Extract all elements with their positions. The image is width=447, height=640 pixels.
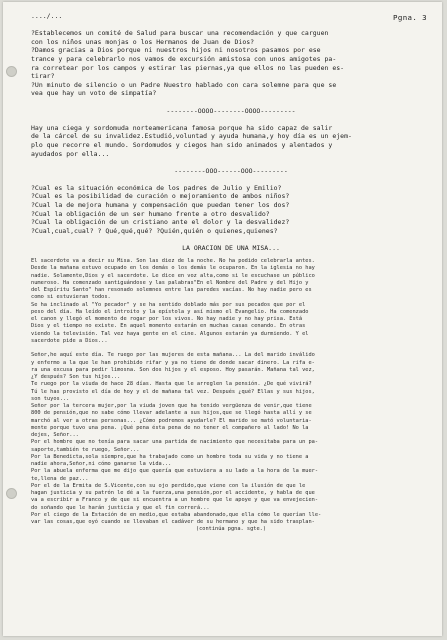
lower-line: Por la Benedicta,sola siempre,que ha trabajado como un hombre toda su vida y no tiene a xyxy=(31,453,309,460)
lower-line: son tuyos... xyxy=(31,395,70,402)
upper-line xyxy=(31,158,431,167)
punch-hole-bottom xyxy=(6,488,17,499)
upper-line: ?Establecemos un comité de Salud para buscar una recomendación y que carguen xyxy=(31,29,329,38)
lower-line: El sacerdote va a decir su Misa. Son las diez de la noche. No ha podido celebrarla antes. xyxy=(31,258,315,265)
upper-line: plo que recorre el mundo. Sordomudos y ciegos han sido animados y alentados y xyxy=(31,140,333,149)
lower-line: numeroso. Ha comenzado santiguándose y las palabras"En el Nombre del Padre y del Hijo y xyxy=(31,279,309,286)
upper-line: con los niños unas monjas o los Hermanos de Juan de Dios? xyxy=(31,37,255,46)
lower-line: dejes, Señor... xyxy=(31,432,79,439)
upper-line: ?Cual es la posibilidad de curación o mejoramiento de ambos niños? xyxy=(31,192,290,201)
lower-line: nadie. Solamente,Dios y el sacerdote. Le dice en voz alta,como si le escuchase un público xyxy=(31,272,315,279)
upper-line: ayudados por ella... xyxy=(31,149,110,158)
lower-line: como si estuvieran todos. xyxy=(31,294,111,301)
upper-line: ?Un minuto de silencio o un Padre Nuestro hablado con cara solemne para que se xyxy=(31,80,337,89)
lower-line: te,llena de paz... xyxy=(31,475,89,482)
upper-line: ?Cual,cual,cual? ? Qué,qué,qué? ?Quién,quién o quienes,quienes? xyxy=(31,226,278,235)
lower-line: nadie ahora,Señor,ni cómo ganarse la vida... xyxy=(31,461,172,468)
lower-line: y enfermo a la que le han prohibido rifar y ya no tiene de donde sacar dinero. La rifa e- xyxy=(31,359,315,366)
upper-line: tirar? xyxy=(31,72,55,81)
upper-line: ?Cual la obligación de un ser humano frente a otro desvalido? xyxy=(31,209,270,218)
lower-line: Por el de la Ermita de S.Vicente,con su ojo perdido,que viene con la ilusión de que le xyxy=(31,482,306,489)
lower-line: el canon y llegó el momento de rogar por los vivos. No hay nadie y no hay prisa. Está xyxy=(31,316,303,323)
upper-line xyxy=(31,21,431,30)
lower-line: sacerdote pide a Dios... xyxy=(31,337,108,344)
lower-line: Te ruego por la viuda de hace 28 días. Hasta que le arreglen la pensión. ¿De qué vivirá? xyxy=(31,381,312,388)
upper-line: ..../... xyxy=(31,12,63,20)
lower-block xyxy=(31,258,431,534)
lower-line: (continúa pgna. sgte.) xyxy=(195,526,267,533)
page-body xyxy=(31,12,431,534)
lower-line: Señor por la tercera mujer,por la viuda joven que ha tenido vergüenza de venir,que tiene xyxy=(31,403,312,410)
lower-line: mente porque tuvo una pena. ¡Qué pena ésta pena de no tener el compañero al lado! No la xyxy=(31,424,309,431)
upper-line: de la cárcel de su invalidez.Estudió,voluntad y ayuda humana,y hoy día es un ejem- xyxy=(31,132,352,141)
lower-line: viendo la televisión. Tal vez haya gente en el cine. Algunos estarán ya durmiendo. Y el xyxy=(31,330,309,337)
lower-line: Tú le has provisto el día de hoy y el de mañana tal vez. Después ¿qué? Ellas y sus hijos, xyxy=(31,388,315,395)
lower-line: marchó al ver a otras personas... ¿Cómo podremos ayudarle? El marido se mató voluntaria- xyxy=(31,417,312,424)
lower-line: Se ha inclinado al "Yo pecador" y se ha sentido doblado más por sus pecados que por el xyxy=(31,301,306,308)
upper-block xyxy=(31,12,431,235)
lower-line: saporte,también te ruego, Señor... xyxy=(31,446,140,453)
document-page xyxy=(3,2,442,636)
lower-line: Dios y el tiempo no existe. En aquel momento estarán en muchas casas cenando. En otras xyxy=(31,323,306,330)
upper-line xyxy=(31,115,431,124)
upper-line: trance y para celebrarlo nos vamos de excursión amistosa con unos amigotes pa- xyxy=(31,54,337,63)
upper-line: vea que hay un voto de simpatía? xyxy=(31,89,157,98)
lower-line: 800 de pensión,que no sabe cómo llevar adelante a sus hijos,que se llegó hasta allí y se xyxy=(31,410,312,417)
upper-line: ?Cual la obligación de un cristiano ante el dolor y la desvalidez? xyxy=(31,218,290,227)
section-title: LA ORACION DE UNA MISA... xyxy=(182,244,280,253)
upper-line xyxy=(31,175,431,184)
lower-line: Señor,he aquí este día. Te ruego por las mujeres de esta mañana... La del marido inválido xyxy=(31,352,315,359)
upper-line: --------OOO------OOO--------- xyxy=(174,166,288,175)
lower-line: del Espíritu Santo" han resonado solemnes entre las paredes vacías. No hay nadie pero es xyxy=(31,287,312,294)
lower-line: do soñando que le harán justicia y que el fin correrá... xyxy=(31,504,210,511)
upper-line xyxy=(31,98,431,107)
upper-line: Hay una ciega y sordomuda norteamericana famosa porque ha sido capaz de salir xyxy=(31,123,333,132)
lower-line: ra una excusa para pedir limosna. Son dos hijos y el esposo. Hoy pasarán. Mañana tal vez, xyxy=(31,366,315,373)
upper-line: ?Cual es la situación económica de los padres de Julio y Emilio? xyxy=(31,183,282,192)
lower-line: va a escribir a Franco y de que si encuentra a un hombre que le apoye y que va envejecien- xyxy=(31,497,319,504)
punch-hole-top xyxy=(6,66,17,77)
upper-line: ?Damos gracias a Dios porque ni nuestros hijos ni nosotros pasamos por ese xyxy=(31,46,321,55)
lower-line: var las cosas,que oyó cuando se llevaban el cadáver de su hermano y que ha sido trasplan- xyxy=(31,519,315,526)
lower-line: hagan justicia y su patrón le dé a la fuerza,una pensión,por el accidente, y habla de que xyxy=(31,490,315,497)
upper-line: ra corretear por los campos y estirar las piernas,ya que ellos no las pueden es- xyxy=(31,63,345,72)
lower-line: Desde la mañana estuvo ocupado en los demás o los demás le ocuparon. En la iglesia no hay xyxy=(31,265,315,272)
lower-line: peso del día. Ha leído el introito y la epístola y así mismo el Evangelio. Ha comenzado xyxy=(31,308,309,315)
lower-line: ¿Y después? Son tus hijos... xyxy=(31,374,121,381)
lower-line: Por la abuela enferma que me dijo que quería que estuviera a su lado a la hora de la muer- xyxy=(31,468,319,475)
page-number: Pgna. 3 xyxy=(393,13,427,22)
upper-line: ?Cual la de mejora humana y compensación que puedan tener los dos? xyxy=(31,201,290,210)
upper-line: --------OOOO--------OOOO--------- xyxy=(166,106,296,115)
lower-line: Por el hombre que no tenía para sacar una partida de nacimiento que necesitaba para un pa- xyxy=(31,439,319,446)
lower-line: Por el ciego de la Estación de en medio,que estaba abandonado,que ella cómo le querían lle- xyxy=(31,511,322,518)
